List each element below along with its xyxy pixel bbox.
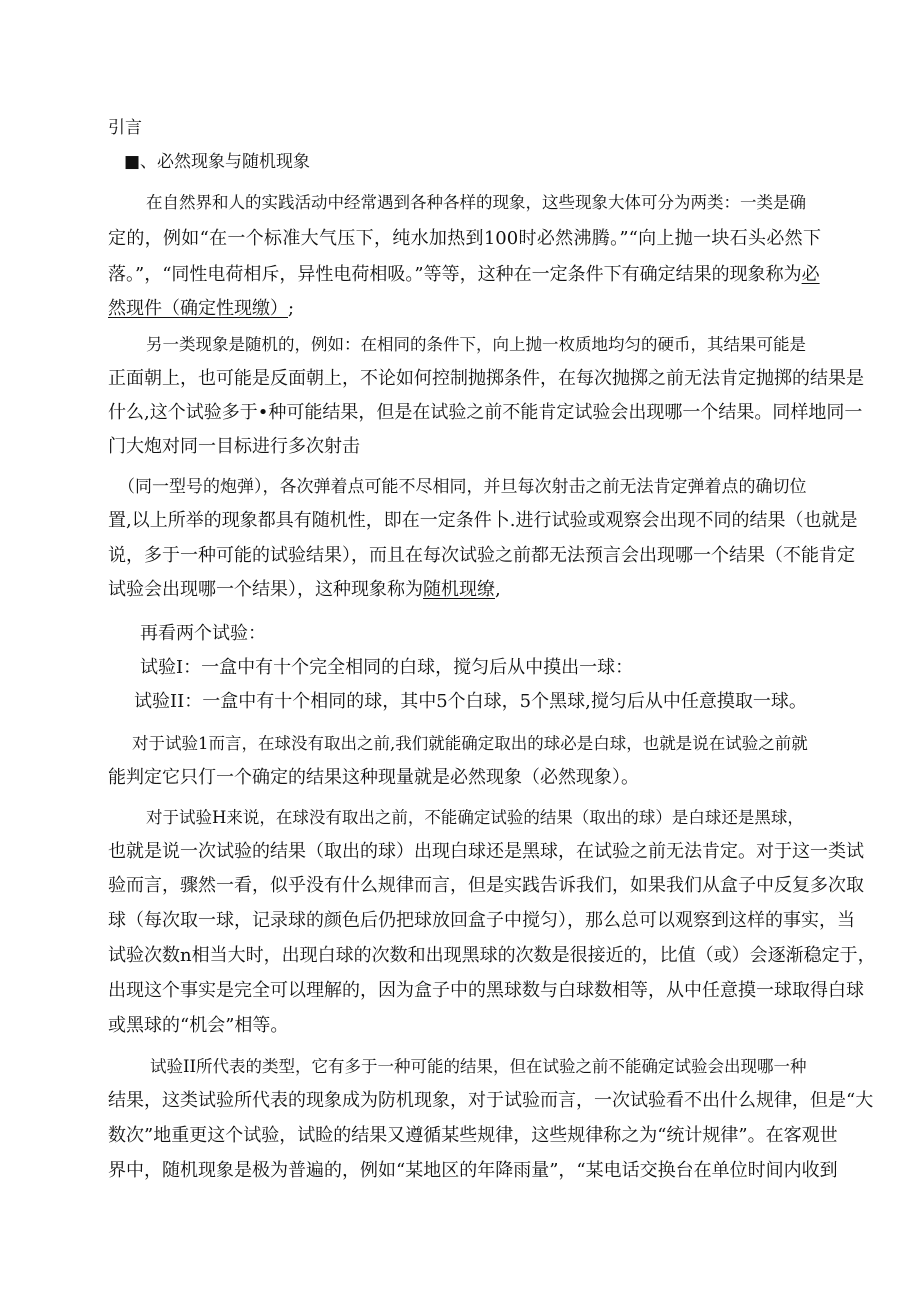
paragraph-text: 落。”，“同性电荷相斥，异性电荷相吸。”等等，这种在一定条件下有确定结果的现象称为 [108,264,802,285]
paragraph-line: 或黑球的“机会”相等。 [108,1015,289,1036]
paragraph-line: 球（每次取一球，记录球的颜色后仍把球放回盒子中搅匀），那么总可以观察到这样的事实，当 [108,910,855,931]
paragraph-text: , [495,579,501,600]
paragraph-line: 置,以上所举的现象都具有随机性，即在一定条件卜.进行试验或观察会出现不同的结果（也就是 [108,510,858,531]
paragraph-line: 门大炮对同一目标进行多次射击 [108,436,360,457]
defined-term-certain: 必 [801,264,820,285]
paragraph-line: 定的，例如“在一个标准大气压下，纯水加热到100时必然沸腾。”“向上抛一块石头必然下 [108,228,821,249]
paragraph-line: 在自然界和人的实践活动中经常遇到各种各样的现象，这些现象大体可分为两类：一类是确 [146,193,806,212]
paragraph-line: 另一类现象是随机的，例如：在相同的条件下，向上抛一枚质地均匀的硬币，其结果可能是 [146,335,806,354]
paragraph-line: 对于试验H来说，在球没有取出之前，不能确定试验的结果（取出的球）是白球还是黑球， [146,808,804,827]
paragraph-line [108,297,294,321]
defined-term-certain: 然现件（确定性现缴） [108,298,288,319]
paragraph-line: 能判定它只仃一个确定的结果这种现量就是必然现象（必然现象）。 [108,767,639,788]
paragraph-line: 数次”地重更这个试验，试睑的结果又遵循某些规律，这些规律称之为“统计规律”。在客观世 [108,1125,838,1146]
paragraph-line: 说，多于一种可能的试验结果），而且在每次试验之前都无法预言会出现哪一个结果（不能肯定 [108,545,855,566]
paragraph-line: 也就是说一次试验的结果（取出的球）出现白球还是黑球，在试验之前无法肯定。对于这一类试 [108,841,864,862]
paragraph-line: 正面朝上，也可能是反面朝上，不论如何控制抛掷条件，在每次抛掷之前无法肯定抛掷的结果是 [108,368,864,389]
experiment-line: 试验I：一盒中有十个完全相同的白球，搅匀后从中摸出一球： [140,657,634,678]
paragraph-line: 对于试验1而言，在球没有取出之前,我们就能确定取出的球必是白球，也就是说在试验之前就 [132,734,808,753]
paragraph-line: 出现这个事实是完全可以理解的，因为盒子中的黑球数与白球数相等，从中任意摸一球取得白球 [108,980,864,1001]
paragraph-line: 试验II所代表的类型，它有多于一种可能的结果，但在试验之前不能确定试验会出现哪一种 [150,1057,807,1076]
paragraph-line: 验而言，骤然一看，似乎没有什么规律而言，但是实践告诉我们，如果我们从盒子中反复多次取 [108,875,864,896]
paragraph-text: 试验会出现哪一个结果），这种现象称为 [108,579,423,600]
paragraph-line [108,263,820,287]
paragraph-line: 界中，随机现象是极为普遍的，例如“某地区的年降雨量”，“某电话交换台在单位时间内收到 [108,1160,838,1181]
paragraph-line [108,578,501,602]
intro-heading: 引言 [108,118,142,138]
paragraph-line: 什么,这个试验多于•种可能结果，但是在试验之前不能肯定试验会出现哪一个结果。同样地同一 [108,402,863,423]
defined-term-random: 随机现缭 [423,579,495,600]
paragraph-line: （同一型号的炮弹），各次弹着点可能不尽相同，并旦每次射击之前无法肯定弹着点的确切位 [118,477,807,497]
paragraph-line: 试验次数n相当大时，出现白球的次数和出现黑球的次数是很接近的，比值（或）会逐渐稳定于， [108,945,876,966]
section-heading: ■、必然现象与随机现象 [124,152,311,172]
experiment-line: 试验II：一盒中有十个相同的球，其中5个白球，5个黑球,搅匀后从中任意摸取一球。 [134,691,807,712]
paragraph-line: 再看两个试验： [140,623,266,644]
paragraph-text: ; [288,298,295,319]
paragraph-line: 结果，这类试验所代表的现象成为防机现象，对于试验而言，一次试验看不出什么规律，但是“大 [108,1090,874,1111]
